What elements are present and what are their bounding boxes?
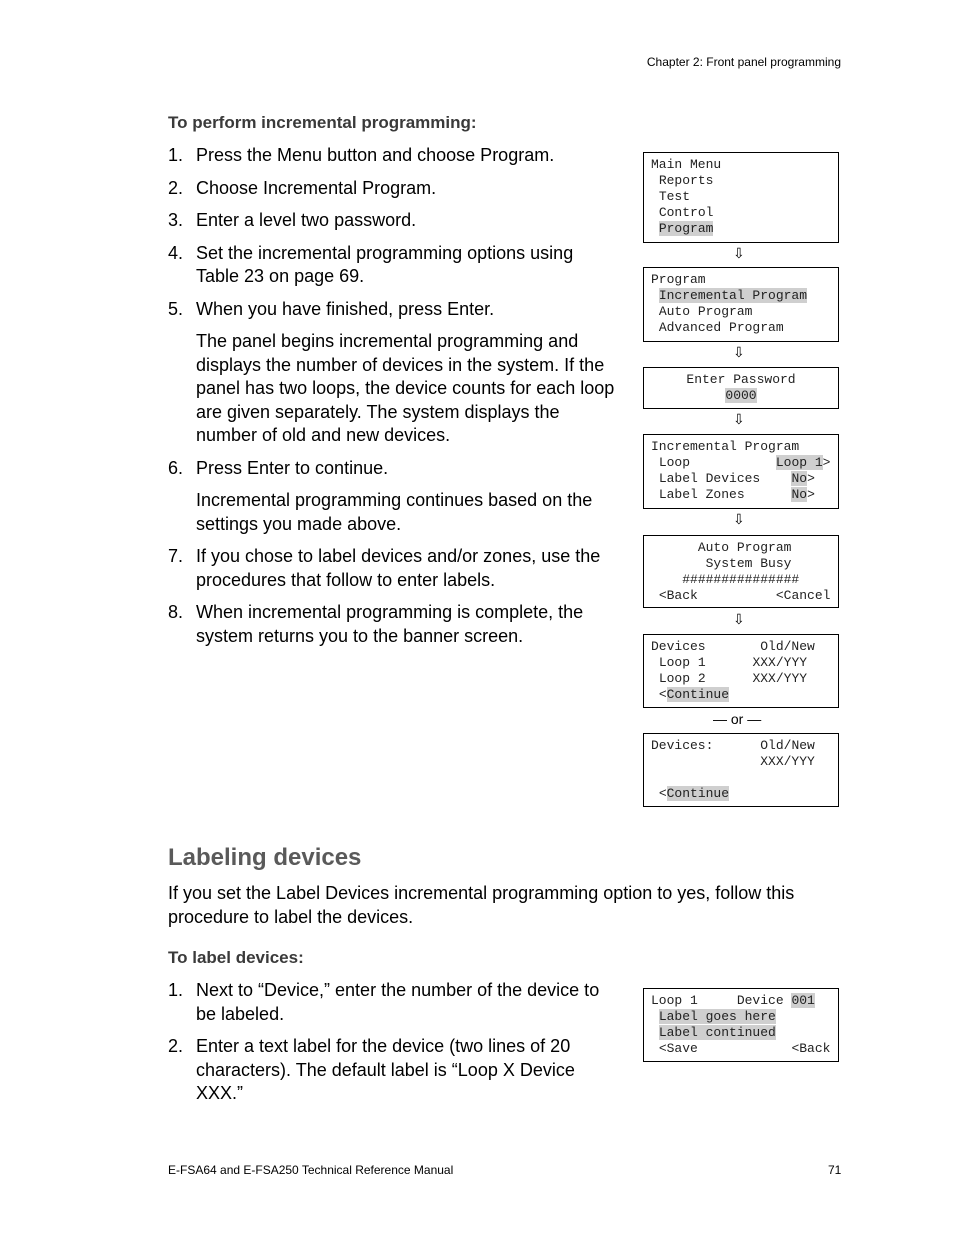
device-count-one-loop-screen [643,733,839,807]
loop-label: Loop 1 [651,993,698,1008]
step-number: 2. [168,1036,184,1056]
step-text: When incremental programming is complete, the system returns you to the banner screen. [196,602,584,646]
step-6 [168,457,620,537]
step-8 [168,601,620,648]
screen-title: Devices: [651,738,714,753]
continue-option: Continue [666,786,730,801]
menu-item-program: Program [658,221,714,236]
status-text: System Busy [705,556,792,571]
back-option: <Back [791,1041,831,1056]
screen-title: Incremental Program [651,439,800,454]
loop-2-label: Loop 2 [658,671,706,686]
step-number: 4. [168,242,184,263]
screen-title: Devices [651,639,706,654]
label-device-screen [643,988,839,1062]
step-number: 8. [168,602,184,622]
chevron-right-icon: > [807,487,815,502]
page-number: 71 [828,1163,842,1177]
step-number: 3. [168,210,184,230]
step-text: Press the Menu button and choose Program. [196,145,555,165]
chevron-left-icon: < [658,786,667,801]
step-text: Press Enter to continue. [196,457,389,478]
step-text: If you chose to label devices and/or zones, use the procedures that follow to enter labels. [196,546,601,590]
label-line-1: Label goes here [658,1009,776,1024]
procedure-heading: To label devices: [168,948,304,967]
menu-item-auto: Auto Program [658,304,753,319]
menu-item-test: Test [658,189,691,204]
step-text: Set the incremental programming options using Table 23 on page 69. [196,242,574,286]
step-text: Choose Incremental Program. [196,177,437,198]
continue-option: Continue [666,687,730,702]
step-text: Next to “Device,” enter the number of the device to be labeled. [196,980,600,1024]
auto-program-screen [643,535,839,608]
device-count-two-loops-screen [643,634,839,708]
device-number-field: 001 [791,993,815,1008]
step-7 [168,545,620,592]
step-note: The panel begins incremental programming and displays the number of devices in the system. If the panel has two loops, the device counts for each loop are given separately. The system displays the number of old and new devices. [196,331,615,445]
device-count: XXX/YYY [760,754,815,769]
label-line-2: Label continued [658,1025,776,1040]
step-4 [168,242,620,289]
screen-title: Auto Program [697,540,792,555]
step-number: 5. [168,298,184,319]
label-steps [168,979,620,1115]
section-intro: If you set the Label Devices incremental programming option to yes, follow this procedure to label the devices. [168,883,795,927]
chapter-header: Chapter 2: Front panel programming [646,55,841,69]
program-menu-screen [643,267,839,342]
footer-manual-title: E-FSA64 and E-FSA250 Technical Reference Manual [168,1163,454,1177]
menu-item-advanced: Advanced Program [658,320,784,335]
screen-title: Program [651,272,706,287]
step-2 [168,177,620,201]
step-number: 2. [168,177,184,198]
column-header: Old/New [760,639,815,654]
column-header: Old/New [760,738,815,753]
label-devices-label: Label Devices [658,471,761,486]
device-label: Device [736,993,784,1008]
password-field: 0000 [725,388,757,403]
down-arrow-icon: ⇩ [733,411,745,427]
down-arrow-icon: ⇩ [733,344,745,360]
step-number: 7. [168,546,184,566]
incremental-steps [168,144,620,657]
menu-item-incremental: Incremental Program [658,288,808,303]
loop-value: Loop 1 [775,455,823,470]
screen-title: Main Menu [651,157,722,172]
section-title: Labeling devices [168,844,362,871]
label-devices-value: No [791,471,808,486]
incremental-options-screen [643,434,839,509]
loop-label: Loop [658,455,691,470]
step-number: 1. [168,145,184,165]
down-arrow-icon: ⇩ [733,511,745,527]
step-1 [168,144,620,168]
step-3 [168,209,620,233]
loop-1-count: XXX/YYY [752,655,808,670]
password-screen [643,367,839,409]
loop-1-label: Loop 1 [658,655,706,670]
label-zones-value: No [791,487,808,502]
menu-item-control: Control [658,205,714,220]
chevron-right-icon: > [807,471,815,486]
step-number: 6. [168,457,184,478]
step-text: When you have finished, press Enter. [196,298,495,319]
step-note: Incremental programming continues based on the settings you made above. [196,490,593,534]
down-arrow-icon: ⇩ [733,245,745,261]
loop-2-count: XXX/YYY [752,671,808,686]
step-1 [168,979,620,1026]
screen-title: Enter Password [686,372,796,387]
step-5 [168,298,620,448]
step-number: 1. [168,980,184,1000]
or-separator: — or — [713,711,762,727]
cancel-option: <Cancel [775,588,831,603]
procedure-heading: To perform incremental programming: [168,113,477,132]
progress-bar: ############### [682,572,800,587]
chevron-right-icon: > [822,455,831,470]
step-2 [168,1035,620,1106]
main-menu-screen [643,152,839,243]
back-option: <Back [658,588,698,603]
save-option: <Save [658,1041,698,1056]
step-text: Enter a level two password. [196,210,417,230]
down-arrow-icon: ⇩ [733,611,745,627]
step-text: Enter a text label for the device (two lines of 20 characters). The default label is “Loop X Device XXX.” [196,1036,575,1103]
label-zones-label: Label Zones [658,487,745,502]
menu-item-reports: Reports [658,173,714,188]
chevron-left-icon: < [658,687,667,702]
